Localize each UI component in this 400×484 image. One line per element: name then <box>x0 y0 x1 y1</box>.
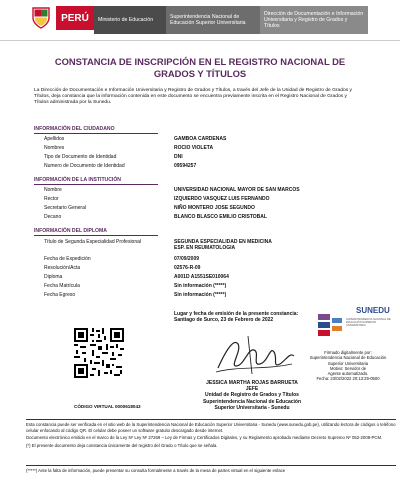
row-label: Rector <box>44 196 59 202</box>
sunedu-subtitle: SUPERINTENDENCIA NACIONAL DE EDUCACIÓN SUPERIOR UNIVERSITARIA <box>346 318 391 328</box>
virtual-code-label: CÓDIGO VIRTUAL 0000618043 <box>74 404 141 409</box>
row-label: Numero de Documento de Identidad <box>44 163 125 169</box>
emission-place-date <box>174 311 298 323</box>
row-label: Apellidos <box>44 136 65 142</box>
ministry-label: Ministerio de Educación <box>94 6 166 34</box>
signer-name: JESSICA MARTHA ROJAS BARRUETA <box>206 380 298 386</box>
signer-role: JEFE <box>245 386 259 393</box>
signer-unit: Unidad de Registro de Grados y Títulos <box>205 392 299 399</box>
row-label: Nombres <box>44 145 65 151</box>
digital-sign-line: Motivo: Servidor de <box>329 365 367 371</box>
emission-date: Santiago de Surco, 23 de Febrero de 2022 <box>174 317 274 324</box>
gov-logo-area <box>0 0 96 36</box>
digital-sign-line: Agente automatizado. <box>327 371 369 377</box>
diploma-section-heading: INFORMACIÓN DEL DIPLOMA <box>34 228 107 234</box>
coat-of-arms-icon <box>30 6 52 30</box>
row-value: Sin información (*****) <box>174 283 227 289</box>
title-line-2: GRADOS Y TÍTULOS <box>153 67 247 79</box>
section-underline <box>34 133 158 134</box>
title-line-1: CONSTANCIA DE INSCRIPCIÓN EN EL REGISTRO NACIONAL DE <box>54 56 346 67</box>
section-underline <box>34 235 158 236</box>
section-underline <box>34 184 158 185</box>
document-title <box>20 56 380 79</box>
row-value: NIÑO MONTERO JOSE SEGUNDO <box>174 205 255 211</box>
row-label: Fecha Matrícula <box>44 283 80 289</box>
row-value: 09594257 <box>174 163 197 169</box>
footer-verification-note: Esta constancia puede ser verificada en el sitio web de la Superintendencia Nacional de Educación Superior Universitaria - Sunedu (www.sunedu.gob.pe), utilizando lectora de códigos o teléfono celular enfocando al código QR. El celular debe poseer un software gratuito descargado desde internet. <box>26 422 396 433</box>
footer-scope-note: (*) El presente documento deja constancia únicamente del registro del Grado o Título que se señala. <box>26 442 218 448</box>
signer-org-2: Superior Universitaria - Sunedu <box>214 404 290 411</box>
footer-divider <box>26 465 396 466</box>
peru-label: PERÚ <box>56 6 94 30</box>
row-label: Secretario General <box>44 205 86 211</box>
row-value: A001D A1551SE010064 <box>174 274 229 280</box>
signer-org: Superintendencia Nacional de Educación <box>202 398 302 405</box>
row-value: ESP. EN REUMATOLOGIA <box>174 245 236 251</box>
institution-section-heading: INFORMACIÓN DE LA INSTITUCIÓN <box>34 177 121 183</box>
row-label: Resolución/Acta <box>44 265 81 271</box>
row-value: 02576-R-09 <box>174 265 201 271</box>
row-value: 07/09/2009 <box>174 256 200 262</box>
sunedu-wordmark: SUNEDU <box>356 306 390 315</box>
row-label: Decano <box>44 214 62 220</box>
row-value: IZQUIERDO VASQUEZ LUIS FERNANDO <box>174 196 270 202</box>
row-label: Nombre <box>44 187 62 193</box>
row-value: GAMBOA CARDENAS <box>174 136 227 142</box>
row-label: Fecha Egreso <box>44 292 76 298</box>
header-divider <box>0 40 400 41</box>
digital-signature-block <box>300 350 396 382</box>
row-label: Tipo de Documento de Identidad <box>44 154 117 160</box>
row-value: DNI <box>174 154 183 160</box>
footer-info-note: (*****) Ante la falta de información, puede presentar su consulta formalmente a través de la mesa de partes virtual en el siguiente enlace <box>26 468 286 473</box>
row-label: Diploma <box>44 274 63 280</box>
footer-divider <box>26 419 396 420</box>
digital-sign-line: Fecha: 23/02/2022 20:13:29-0500 <box>316 376 380 382</box>
superintendency-label: Superintendencia Nacional de Educación Superior Universitaria <box>166 6 260 34</box>
row-value: BLANCO BLASCO EMILIO CRISTOBAL <box>174 214 267 220</box>
digital-sign-line: Superintendencia Nacional de Educación <box>309 355 387 361</box>
emission-label: Lugar y fecha de emisión de la presente constancia: <box>174 311 299 317</box>
directorate-label: Dirección de Documentación e Información Universitaria y Registro de Grados y Títulos <box>260 6 368 34</box>
row-label: Título de Segunda Especialidad Profesional <box>44 239 142 245</box>
row-value: Sin información (*****) <box>174 292 227 298</box>
footer-notes <box>26 422 396 450</box>
header-bar <box>0 0 400 40</box>
row-value: SEGUNDA ESPECIALIDAD EN MEDICINA <box>174 239 272 245</box>
qr-code-icon[interactable] <box>74 328 124 378</box>
signer-block <box>190 380 314 411</box>
intro-paragraph: La Dirección de Documentación e Información Universitaria y Registro de Grados y Títulos, a través del Jefe de la Unidad de Registro de Grados y Títulos, deja constancia que la información contenida en este documento se encuentra previamente inscrita en el Registro Nacional de Grados y Títulos administrada por la Sunedu. <box>34 88 352 106</box>
digital-sign-line: Firmado digitalmente por: <box>324 350 372 355</box>
digital-sign-line: Superior Universitaria <box>327 360 369 366</box>
citizen-section-heading: INFORMACIÓN DEL CIUDADANO <box>34 126 115 132</box>
footer-legal-note: Documento electrónico emitido en el marco de la Ley Nº Ley Nº 27269 – Ley de Firmas y Certificados Digitales, y su Reglamento aprobado mediante Decreto Supremo Nº 052-2008-PCM. <box>26 435 383 441</box>
row-value: ROCIO VIOLETA <box>174 145 214 151</box>
handwritten-signature <box>208 330 298 378</box>
row-value: UNIVERSIDAD NACIONAL MAYOR DE SAN MARCOS <box>174 187 300 193</box>
row-label: Fecha de Expedición <box>44 256 91 262</box>
